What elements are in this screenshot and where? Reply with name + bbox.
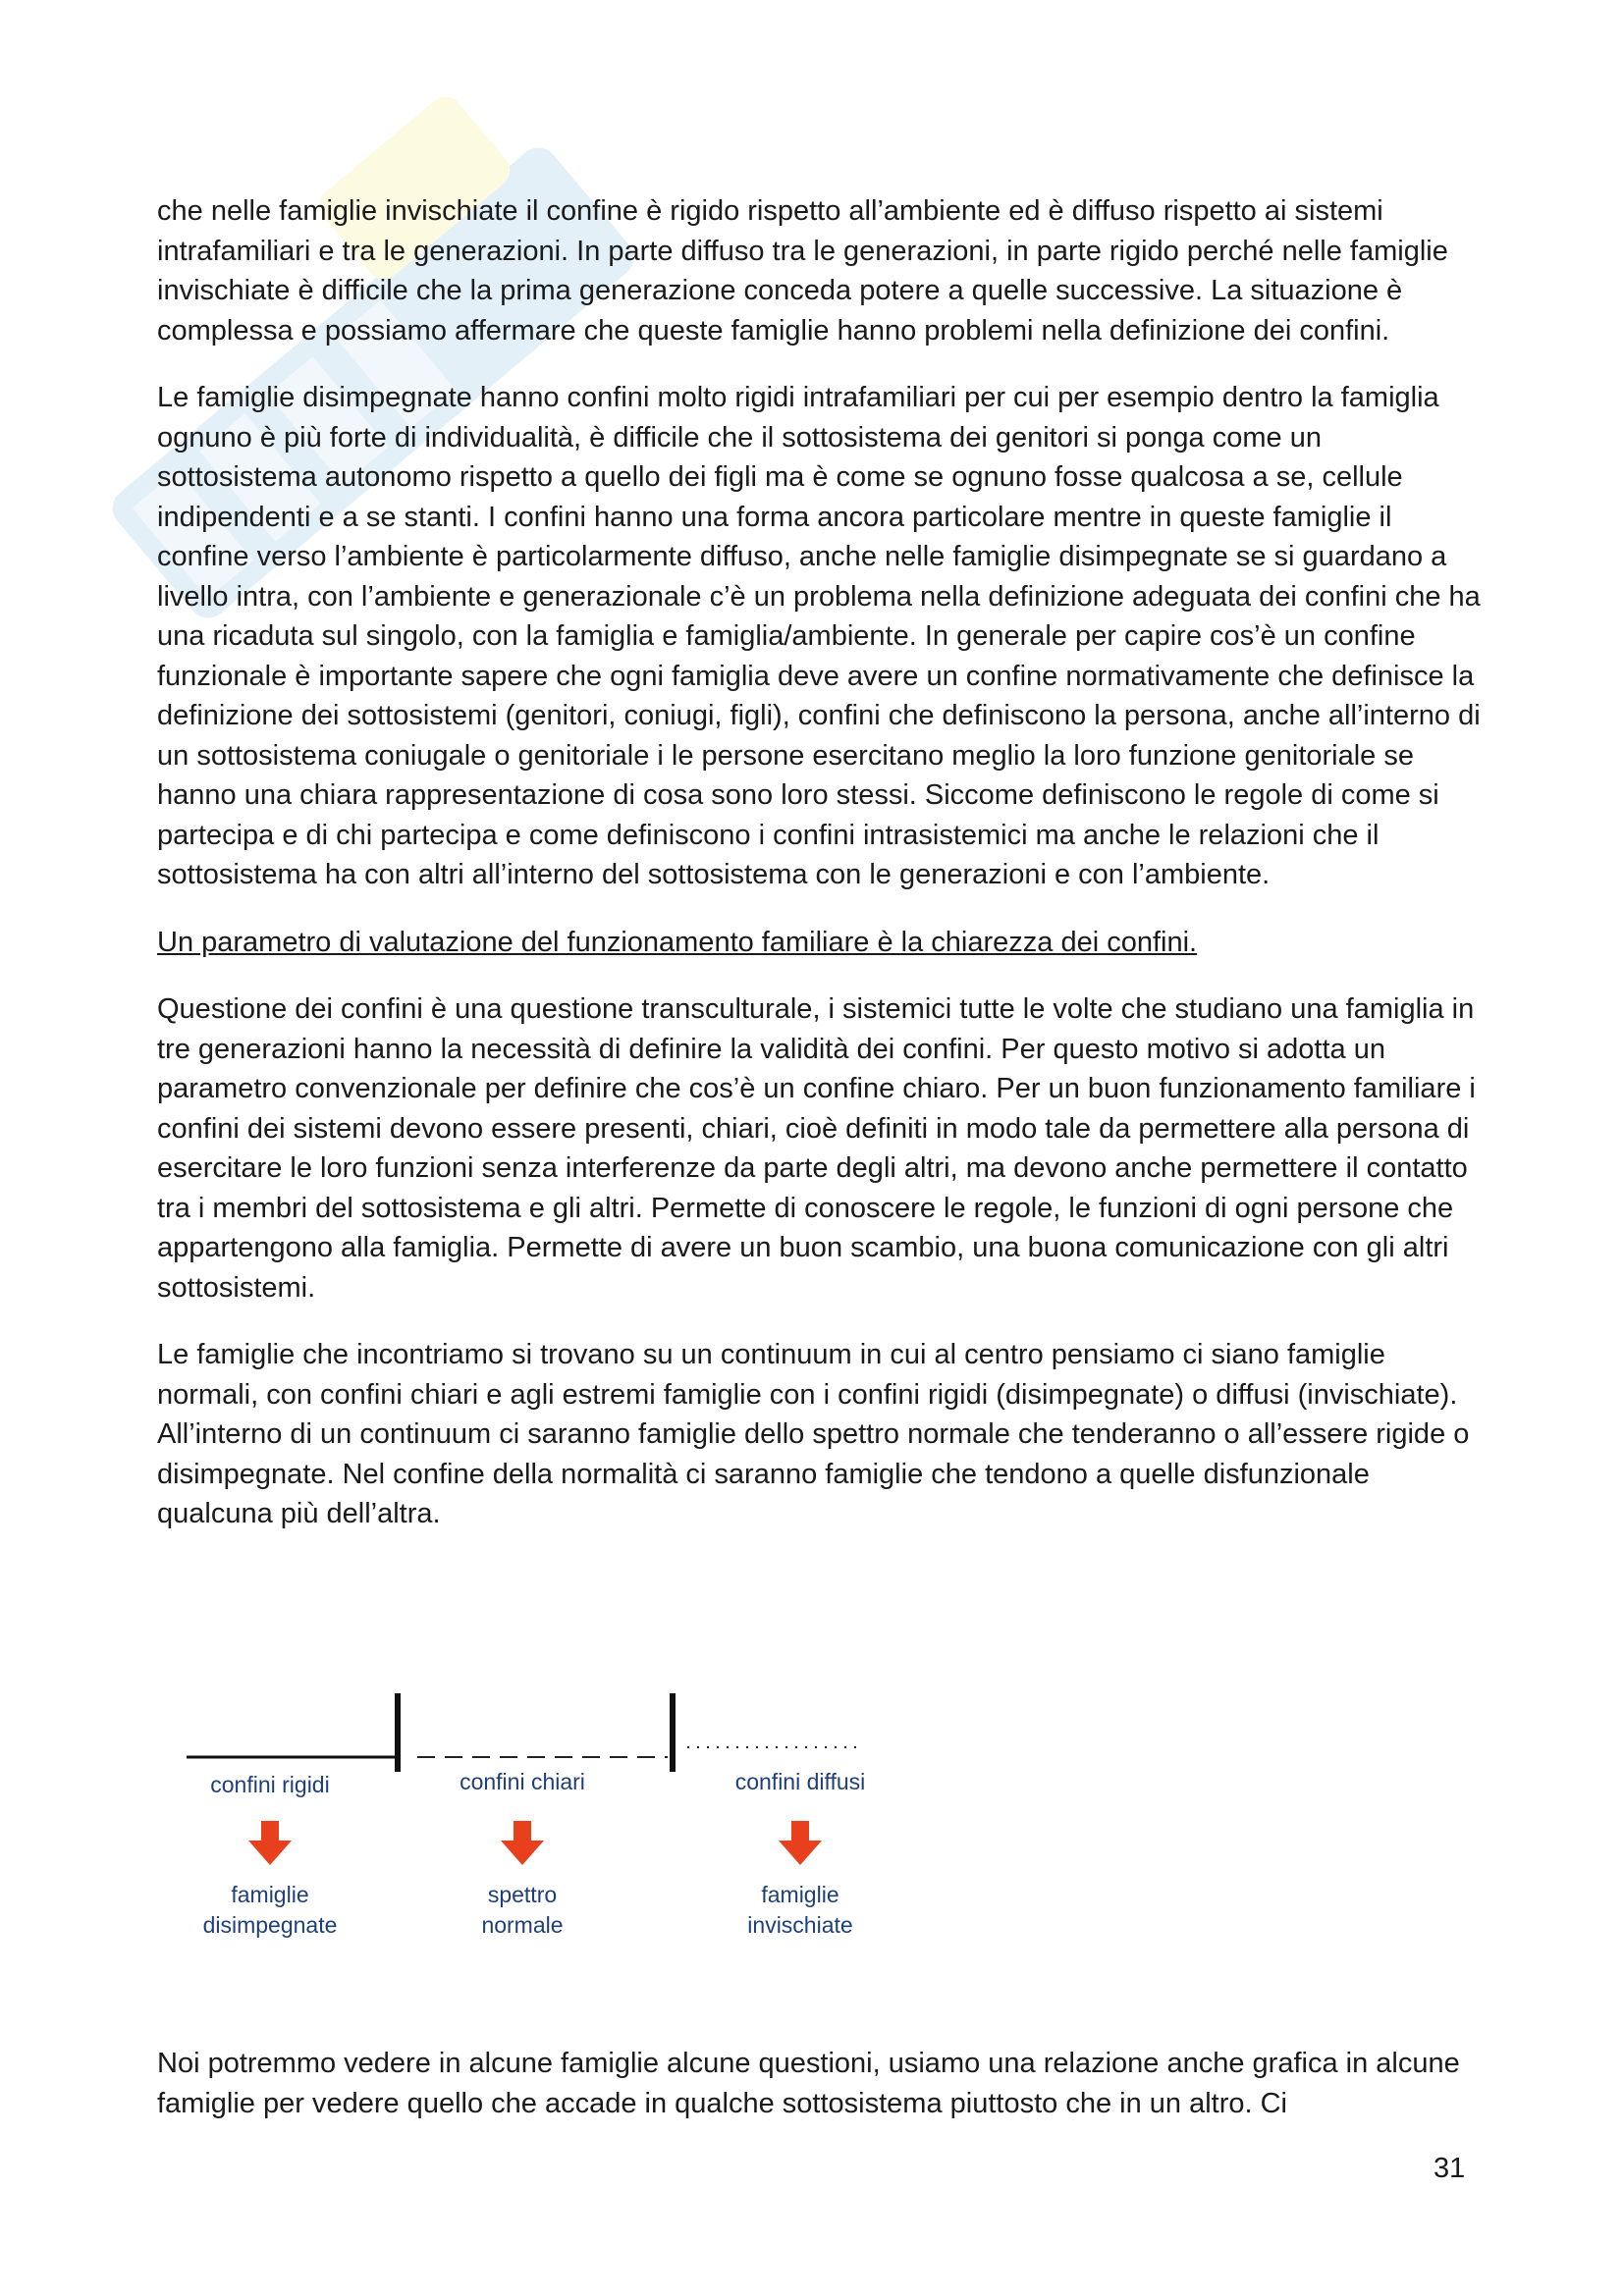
paragraph-5: Le famiglie che incontriamo si trovano su un continuum in cui al centro pensiamo ci siano famiglie normali, con confini chiari e agli estremi famiglie con i confini rigidi (disimpegnate) o diffusi (invischiate). All’interno di un continuum ci saranno famiglie dello spettro normale che tenderanno o all’essere rigide o disimpegnate. Nel confine della normalità ci saranno famiglie che tendono a quelle disfunzionale qualcuna più dell’altra.	[157, 1339, 1470, 1529]
boundaries-diagram	[157, 1669, 903, 1983]
arrow-down-icon	[779, 1821, 822, 1865]
document-body	[157, 191, 1483, 1562]
final-paragraph: Noi potremmo vedere in alcune famiglie alcune questioni, usiamo una relazione anche grafica in alcune famiglie per vedere quello che accade in qualche sottosistema piuttosto che in un altro. Ci	[157, 2048, 1460, 2119]
paragraph-2: Le famiglie disimpegnate hanno confini molto rigidi intrafamiliari per cui per esempio dentro la famiglia ognuno è più forte di individualità, è difficile che il sottosistema dei genitori si ponga come un sottosistema autonomo rispetto a quello dei figli ma è come se ognuno fosse qualcosa a se, cellule indipendenti e a se stanti. I confini hanno una forma ancora particolare mentre in queste famiglie il confine verso l’ambiente è particolarmente diffuso, anche nelle famiglie disimpegnate se si guardano a livello intra, con l’ambiente e generazionale c’è un problema nella definizione adeguata dei confini che ha una ricaduta sul singolo, con la famiglia e famiglia/ambiente. In generale per capire cos’è un confine funzionale è importante sapere che ogni famiglia deve avere un confine normativamente che definisce la definizione dei sottosistemi (genitori, coniugi, figli), confini che definiscono la persona, anche all’interno di un sottosistema coniugale o genitoriale i le persone esercitano meglio la loro funzione genitoriale se hanno una chiara rappresentazione di cosa sono loro stessi. Siccome definiscono le regole di come si partecipa e di chi partecipa e come definiscono i confini intrasistemici ma anche le relazioni che il sottosistema ha con altri all’interno del sottosistema con le generazioni e con l’ambiente.	[157, 382, 1481, 890]
result-line-2: invischiate	[747, 1912, 853, 1938]
label-confini-chiari: confini chiari	[460, 1769, 585, 1794]
result-line-1: famiglie	[231, 1882, 309, 1907]
page-number: 31	[1434, 2153, 1466, 2184]
result-line-2: normale	[481, 1912, 564, 1938]
result-famiglie-disimpegnate	[177, 1880, 363, 1941]
label-confini-rigidi: confini rigidi	[210, 1772, 330, 1797]
arrow-down-icon	[248, 1821, 292, 1865]
result-famiglie-invischiate	[697, 1880, 903, 1941]
result-spettro-normale	[424, 1880, 621, 1941]
divider-bar-2	[670, 1693, 676, 1772]
arrow-down-icon	[501, 1821, 544, 1865]
result-line-1: spettro	[487, 1882, 558, 1907]
result-line-1: famiglie	[761, 1882, 839, 1907]
paragraph-4: Questione dei confini è una questione transculturale, i sistemici tutte le volte che studiano una famiglia in tre generazioni hanno la necessità di definire la validità dei confini. Per questo motivo si adotta un parametro convenzionale per definire che cos’è un confine chiaro. Per un buon funzionamento familiare i confini dei sistemi devono essere presenti, chiari, cioè definiti in modo tale da permettere alla persona di esercitare le loro funzioni senza interferenze da parte degli altri, ma devono anche permettere il contatto tra i membri del sottosistema e gli altri. Permette di conoscere le regole, le funzioni di ogni persone che appartengono alla famiglia. Permette di avere un buon scambio, una buona comunicazione con gli altri sottosistemi.	[157, 993, 1476, 1304]
paragraph-3-underlined: Un parametro di valutazione del funzionamento familiare è la chiarezza dei confini.	[157, 926, 1198, 958]
label-confini-diffusi: confini diffusi	[734, 1769, 866, 1794]
divider-bar-1	[395, 1693, 401, 1772]
paragraph-1: che nelle famiglie invischiate il confine è rigido rispetto all’ambiente ed è diffuso rispetto ai sistemi intrafamiliari e tra le generazioni. In parte diffuso tra le generazioni, in parte rigido perché nelle famiglie invischiate è difficile che la prima generazione conceda potere a quelle successive. La situazione è complessa e possiamo affermare che queste famiglie hanno problemi nella definizione dei confini.	[157, 195, 1448, 347]
result-line-2: disimpegnate	[202, 1912, 338, 1938]
